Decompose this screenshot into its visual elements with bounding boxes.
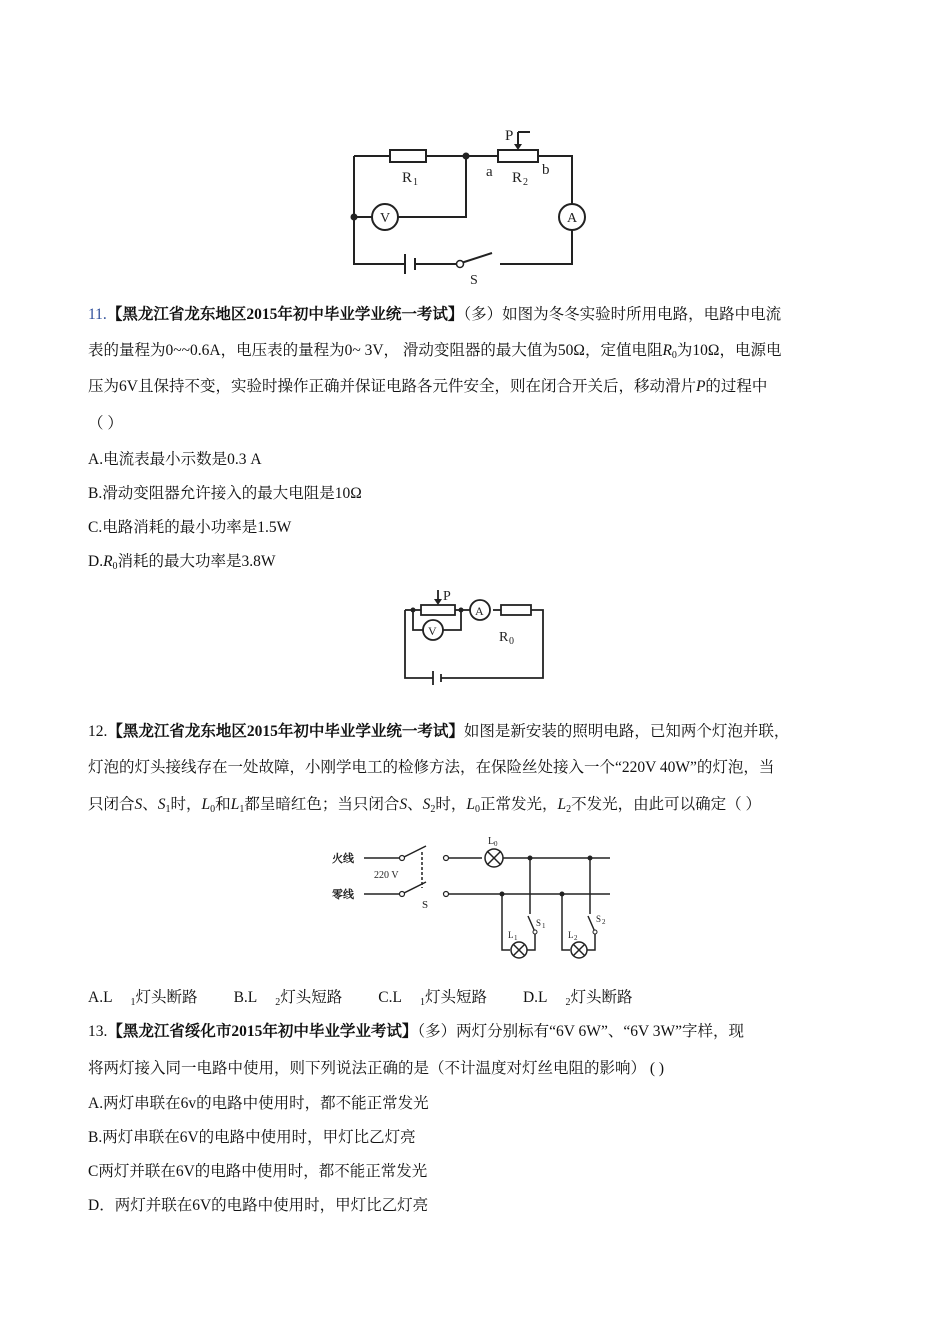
q11-answer-paren: （ ） [88, 415, 123, 432]
q12-line-3: 只闭合S、$S_1$时，$L_0$和$L_1$都呈暗红色；当只闭合S、$S_2$时，$L_0$正常发光，$L_2$不发光，由此可以确定（ ） [88, 796, 762, 815]
label-R1: R [402, 170, 413, 186]
q11-option-b: B.滑动变阻器允许接入的最大电阻是10Ω [88, 485, 362, 502]
q12-source: 【黑龙江省龙东地区2015年初中毕业学业统一考试】 [107, 723, 464, 740]
switch-S2-label: S [596, 914, 602, 924]
svg-text:0: 0 [494, 840, 498, 848]
q13-option-b: B.两灯串联在6V的电路中使用时，甲灯比乙灯亮 [88, 1129, 416, 1146]
q11-option-c: C.电路消耗的最小功率是1.5W [88, 519, 292, 536]
label-R2: R [512, 170, 523, 186]
svg-text:1: 1 [542, 922, 546, 930]
switch-label: S [470, 273, 478, 288]
q13-line-2: 将两灯接入同一电路中使用，则下列说法正确的是（不计温度对灯丝电阻的影响） ( ) [88, 1060, 665, 1077]
label-P: P [505, 128, 514, 144]
q12-options [88, 988, 669, 1013]
lamp-L0-label: L [488, 836, 495, 847]
q11-option-a: A.电流表最小示数是0.3 A [88, 451, 262, 468]
switch-S1-label: S [536, 918, 542, 928]
q12-option-d: D.L $_2$灯头断路 [522, 989, 633, 1008]
voltage-label: 220 V [374, 870, 399, 881]
q11-number: 11. [88, 306, 107, 323]
lamp-L1-label: L [508, 930, 514, 940]
svg-text:2: 2 [602, 918, 606, 926]
label-b: b [542, 162, 550, 178]
svg-text:1: 1 [514, 934, 518, 942]
q13-line-1: 13.【黑龙江省绥化市2015年初中毕业学业考试】（多）两灯分别标有“6V 6W”、“6V 3W”字样，现 [88, 1023, 744, 1040]
q13-number: 13. [88, 1023, 108, 1040]
lamp-L2-label: L [568, 930, 574, 940]
q12-option-a: A.L $_1$灯头断路 [88, 989, 198, 1008]
voltmeter-label-2: V [428, 624, 437, 638]
q13-option-a: A.两灯串联在6v的电路中使用时，都不能正常发光 [88, 1095, 429, 1112]
q13-source: 【黑龙江省绥化市2015年初中毕业学业考试】 [107, 1023, 418, 1040]
q12-line-2: 灯泡的灯头接线存在一处故障，小刚学电工的检修方法，在保险丝处接入一个“220V 40W”的灯泡，当 [88, 759, 775, 776]
ammeter-label-2: A [475, 604, 484, 618]
fire-wire-label: 火线 [332, 853, 354, 865]
main-switch-label: S [422, 899, 429, 911]
q11-line-1: 11.【黑龙江省龙东地区2015年初中毕业学业统一考试】（多）如图为冬冬实验时所用电路，电路中电流 [88, 306, 782, 323]
circuit-diagram-1 [340, 122, 590, 288]
label-R2-sub: 2 [523, 177, 528, 188]
q13-option-d: D．两灯并联在6V的电路中使用时，甲灯比乙灯亮 [88, 1197, 429, 1214]
circuit-figure-1 [340, 122, 590, 288]
neutral-wire-label: 零线 [332, 889, 354, 901]
ammeter-label: A [567, 211, 578, 226]
label-R1-sub: 1 [413, 177, 418, 188]
q12-line-1: 12.【黑龙江省龙东地区2015年初中毕业学业统一考试】如图是新安装的照明电路，已知两个灯泡并联， [88, 723, 790, 740]
q11-source: 【黑龙江省龙东地区2015年初中毕业学业统一考试】 [106, 306, 464, 323]
q11-line-2: 表的量程为0~~0.6A，电压表的量程为0~ 3V， 滑动变阻器的最大值为50Ω，定值电阻$R_0$为10Ω，电源电 [88, 342, 782, 361]
voltmeter-label: V [380, 211, 391, 226]
q12-option-b: B.L $_2$灯头短路 [233, 989, 343, 1008]
circuit-figure-2 [393, 586, 553, 691]
q12-number: 12. [88, 723, 108, 740]
q11-line-3: 压为6V且保持不变，实验时操作正确并保证电路各元件安全，则在闭合开关后，移动滑片P的过程中 [88, 378, 768, 395]
circuit-diagram-3 [330, 830, 620, 970]
q13-option-c: C两灯并联在6V的电路中使用时，都不能正常发光 [88, 1163, 428, 1180]
svg-text:2: 2 [574, 934, 578, 942]
label-a: a [486, 164, 493, 180]
circuit-diagram-2 [393, 586, 553, 691]
label-R0-sub: 0 [509, 636, 514, 647]
q11-option-d: $D.R_0$消耗的最大功率是3.8W [88, 553, 276, 572]
label-P2: P [443, 589, 451, 604]
circuit-figure-3 [330, 830, 620, 970]
q12-option-c: C.L $_1$灯头短路 [378, 989, 487, 1008]
label-R0: R [499, 630, 509, 645]
